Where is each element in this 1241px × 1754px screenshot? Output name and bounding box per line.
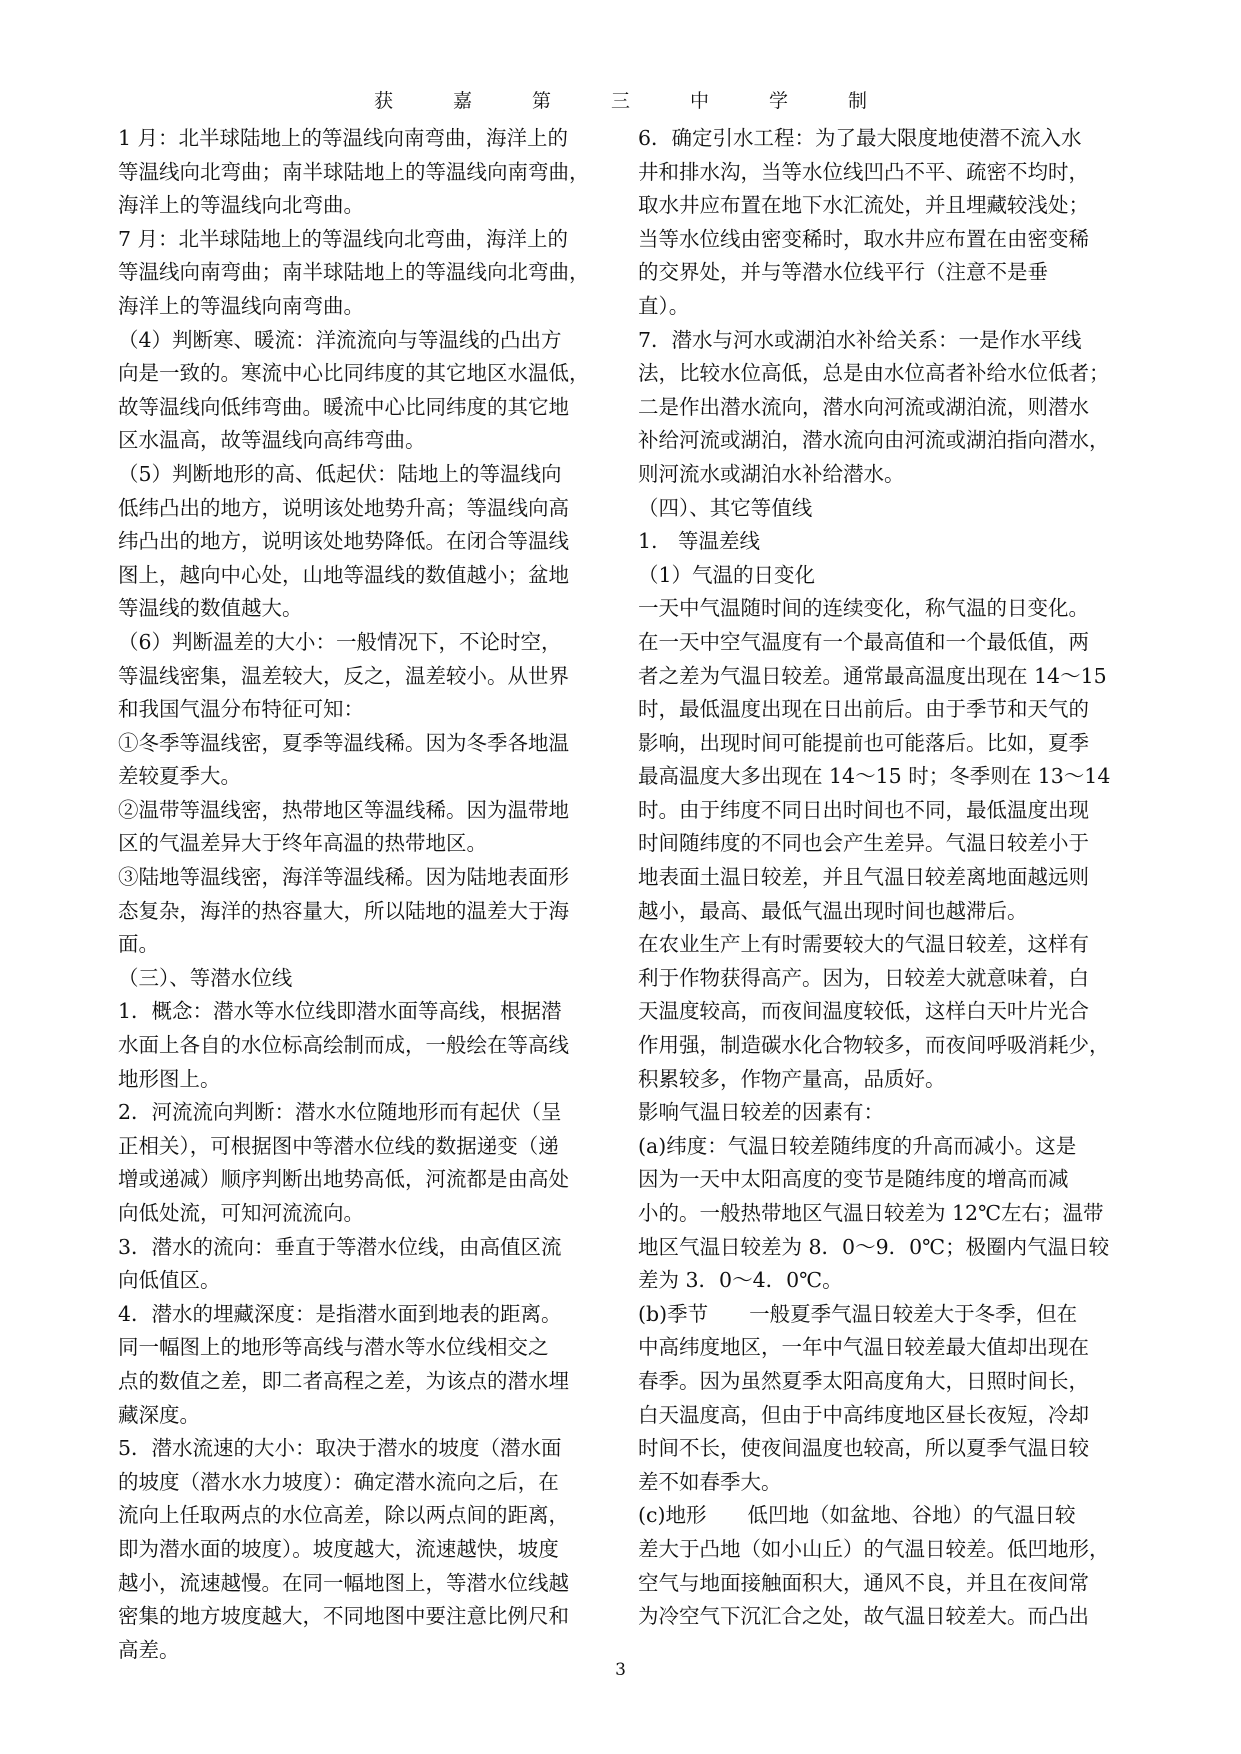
text-line: 地区气温日较差为 8．0～9．0℃；极圈内气温日较	[638, 1234, 1110, 1259]
text-line: 当等水位线由密变稀时，取水井应布置在由密变稀	[638, 226, 1089, 251]
text-line: 白天温度高，但由于中高纬度地区昼长夜短，冷却	[638, 1402, 1089, 1427]
header-char: 获	[373, 90, 393, 112]
text-line: 向是一致的。寒流中心比同纬度的其它地区水温低，	[118, 361, 590, 386]
text-line: 地表面土温日较差，并且气温日较差离地面越远则	[638, 865, 1089, 890]
text-line: 春季。因为虽然夏季太阳高度角大，日照时间长，	[638, 1368, 1089, 1393]
page-header	[0, 86, 1241, 113]
text-line: 一天中气温随时间的连续变化，称气温的日变化。	[638, 596, 1089, 621]
text-line: (c)地形 低凹地（如盆地、谷地）的气温日较	[638, 1503, 1076, 1528]
text-line: 作用强，制造碳水化合物较多，而夜间呼吸消耗少，	[638, 1033, 1110, 1058]
text-line: 海洋上的等温线向南弯曲。	[118, 293, 364, 318]
text-line: 图上，越向中心处，山地等温线的数值越小；盆地	[118, 562, 569, 587]
text-line: 面。	[118, 932, 159, 957]
text-line: 二是作出潜水流向，潜水向河流或湖泊流，则潜水	[638, 394, 1089, 419]
text-line: 正相关），可根据图中等潜水位线的数据递变（递	[118, 1133, 559, 1158]
text-line: 纬凸出的地方，说明该处地势降低。在闭合等温线	[118, 529, 569, 554]
text-line: 藏深度。	[118, 1402, 200, 1427]
text-line: 高差。	[118, 1637, 180, 1662]
text-line: 影响，出现时间可能提前也可能落后。比如，夏季	[638, 730, 1089, 755]
text-line: 3．潜水的流向：垂直于等潜水位线，由高值区流	[118, 1234, 562, 1259]
text-line: 流向上任取两点的水位高差，除以两点间的距离，	[118, 1503, 569, 1528]
text-line: 法，比较水位高低，总是由水位高者补给水位低者；	[638, 361, 1110, 386]
text-line: 差大于凸地（如小山丘）的气温日较差。低凹地形，	[638, 1536, 1110, 1561]
text-line: ②温带等温线密，热带地区等温线稀。因为温带地	[118, 797, 569, 822]
text-line: 者之差为气温日较差。通常最高温度出现在 14～15	[638, 663, 1107, 688]
text-line: 增或递减）顺序判断出地势高低，河流都是由高处	[118, 1167, 569, 1192]
text-line: 向低值区。	[118, 1268, 221, 1293]
text-line: 积累较多，作物产量高，品质好。	[638, 1066, 946, 1091]
text-line: 1 月：北半球陆地上的等温线向南弯曲，海洋上的	[118, 126, 569, 150]
text-line: (a)纬度：气温日较差随纬度的升高而减小。这是	[638, 1133, 1077, 1158]
text-line: 时。由于纬度不同日出时间也不同，最低温度出现	[638, 797, 1089, 822]
header-char: 三	[610, 90, 630, 112]
text-line: 取水井应布置在地下水汇流处，并且埋藏较浅处；	[638, 193, 1089, 218]
text-line: 补给河流或湖泊，潜水流向由河流或湖泊指向潜水，	[638, 428, 1110, 453]
text-line: 5．潜水流速的大小：取决于潜水的坡度（潜水面	[118, 1436, 562, 1461]
text-line: 1．概念：潜水等水位线即潜水面等高线，根据潜	[118, 999, 562, 1024]
text-line: 等温线密集，温差较大，反之，温差较小。从世界	[118, 663, 569, 688]
text-line: 点的数值之差，即二者高程之差，为该点的潜水埋	[118, 1368, 569, 1393]
header-char: 学	[769, 90, 789, 112]
text-line: （4）判断寒、暖流：洋流流向与等温线的凸出方	[118, 327, 562, 352]
text-line: 地形图上。	[118, 1066, 221, 1091]
text-line: 差为 3．0～4．0℃。	[638, 1268, 843, 1293]
text-line: 6．确定引水工程：为了最大限度地使潜不流入水	[638, 126, 1082, 150]
text-line: 同一幅图上的地形等高线与潜水等水位线相交之	[118, 1335, 549, 1360]
text-line: 为冷空气下沉汇合之处，故气温日较差大。而凸出	[638, 1604, 1089, 1629]
text-line: 水面上各自的水位标高绘制而成，一般绘在等高线	[118, 1033, 569, 1058]
page-number: 3	[615, 1660, 626, 1680]
text-line: 空气与地面接触面积大，通风不良，并且在夜间常	[638, 1570, 1089, 1595]
header-char: 嘉	[452, 90, 472, 112]
text-line: 最高温度大多出现在 14～15 时；冬季则在 13～14	[638, 764, 1111, 789]
text-line: 的交界处，并与等潜水位线平行（注意不是垂	[638, 260, 1048, 285]
text-line: （1）气温的日变化	[638, 562, 816, 587]
text-line: 时间不长，使夜间温度也较高，所以夏季气温日较	[638, 1436, 1089, 1461]
header-char: 制	[848, 90, 868, 112]
text-line: 则河流水或湖泊水补给潜水。	[638, 461, 905, 486]
text-line: 利于作物获得高产。因为，日较差大就意味着，白	[638, 965, 1089, 990]
text-line: 影响气温日较差的因素有：	[638, 1100, 884, 1125]
text-line: 时间随纬度的不同也会产生差异。气温日较差小于	[638, 831, 1089, 856]
text-line: 区的气温差异大于终年高温的热带地区。	[118, 831, 487, 856]
text-line: 密集的地方坡度越大，不同地图中要注意比例尺和	[118, 1604, 569, 1629]
text-line: 态复杂，海洋的热容量大，所以陆地的温差大于海	[118, 898, 569, 923]
left-column	[118, 122, 598, 1667]
text-line: 区水温高，故等温线向高纬弯曲。	[118, 428, 426, 453]
text-line: 等温线的数值越大。	[118, 596, 303, 621]
text-line: 的坡度（潜水水力坡度）：确定潜水流向之后，在	[118, 1469, 559, 1494]
text-line: 7．潜水与河水或湖泊水补给关系：一是作水平线	[638, 327, 1082, 352]
text-line: 海洋上的等温线向北弯曲。	[118, 193, 364, 218]
text-line: (b)季节 一般夏季气温日较差大于冬季，但在	[638, 1301, 1078, 1326]
text-line: ①冬季等温线密，夏季等温线稀。因为冬季各地温	[118, 730, 569, 755]
text-line: （5）判断地形的高、低起伏：陆地上的等温线向	[118, 461, 562, 486]
text-line: 1. 等温差线	[638, 529, 761, 554]
text-line: 在一天中空气温度有一个最高值和一个最低值，两	[638, 629, 1089, 654]
text-line: 和我国气温分布特征可知：	[118, 697, 364, 722]
text-line: ③陆地等温线密，海洋等温线稀。因为陆地表面形	[118, 865, 569, 890]
text-line: 低纬凸出的地方，说明该处地势升高；等温线向高	[118, 495, 569, 520]
header-char: 中	[690, 90, 710, 112]
text-line: （四）、其它等值线	[638, 495, 813, 520]
text-line: 故等温线向低纬弯曲。暖流中心比同纬度的其它地	[118, 394, 569, 419]
right-column	[638, 122, 1128, 1634]
text-line: 等温线向南弯曲；南半球陆地上的等温线向北弯曲，	[118, 260, 590, 285]
text-line: 向低处流，可知河流流向。	[118, 1201, 364, 1225]
text-line: 中高纬度地区，一年中气温日较差最大值却出现在	[638, 1335, 1089, 1360]
text-line: 小的。一般热带地区气温日较差为 12℃左右；温带	[638, 1201, 1104, 1225]
text-line: 差较夏季大。	[118, 764, 241, 789]
text-line: 越小，流速越慢。在同一幅地图上，等潜水位线越	[118, 1570, 569, 1595]
text-line: 天温度较高，而夜间温度较低，这样白天叶片光合	[638, 999, 1089, 1024]
text-line: 差不如春季大。	[638, 1469, 782, 1494]
text-line: （6）判断温差的大小：一般情况下，不论时空，	[118, 629, 562, 654]
text-line: 7 月：北半球陆地上的等温线向北弯曲，海洋上的	[118, 226, 569, 251]
text-line: 时，最低温度出现在日出前后。由于季节和天气的	[638, 697, 1089, 722]
text-line: 2．河流流向判断：潜水水位随地形而有起伏（呈	[118, 1100, 562, 1125]
text-line: 即为潜水面的坡度）。坡度越大，流速越快，坡度	[118, 1536, 559, 1561]
text-line: 井和排水沟，当等水位线凹凸不平、疏密不均时，	[638, 159, 1089, 184]
text-line: 等温线向北弯曲；南半球陆地上的等温线向南弯曲，	[118, 159, 590, 184]
header-char: 第	[531, 90, 551, 112]
text-line: 在农业生产上有时需要较大的气温日较差，这样有	[638, 932, 1089, 957]
text-line: （三）、等潜水位线	[118, 965, 293, 990]
text-line: 越小，最高、最低气温出现时间也越滞后。	[638, 898, 1028, 923]
text-line: 4．潜水的埋藏深度：是指潜水面到地表的距离。	[118, 1301, 562, 1326]
text-line: 因为一天中太阳高度的变节是随纬度的增高而减	[638, 1167, 1069, 1192]
text-line: 直）。	[638, 293, 690, 318]
